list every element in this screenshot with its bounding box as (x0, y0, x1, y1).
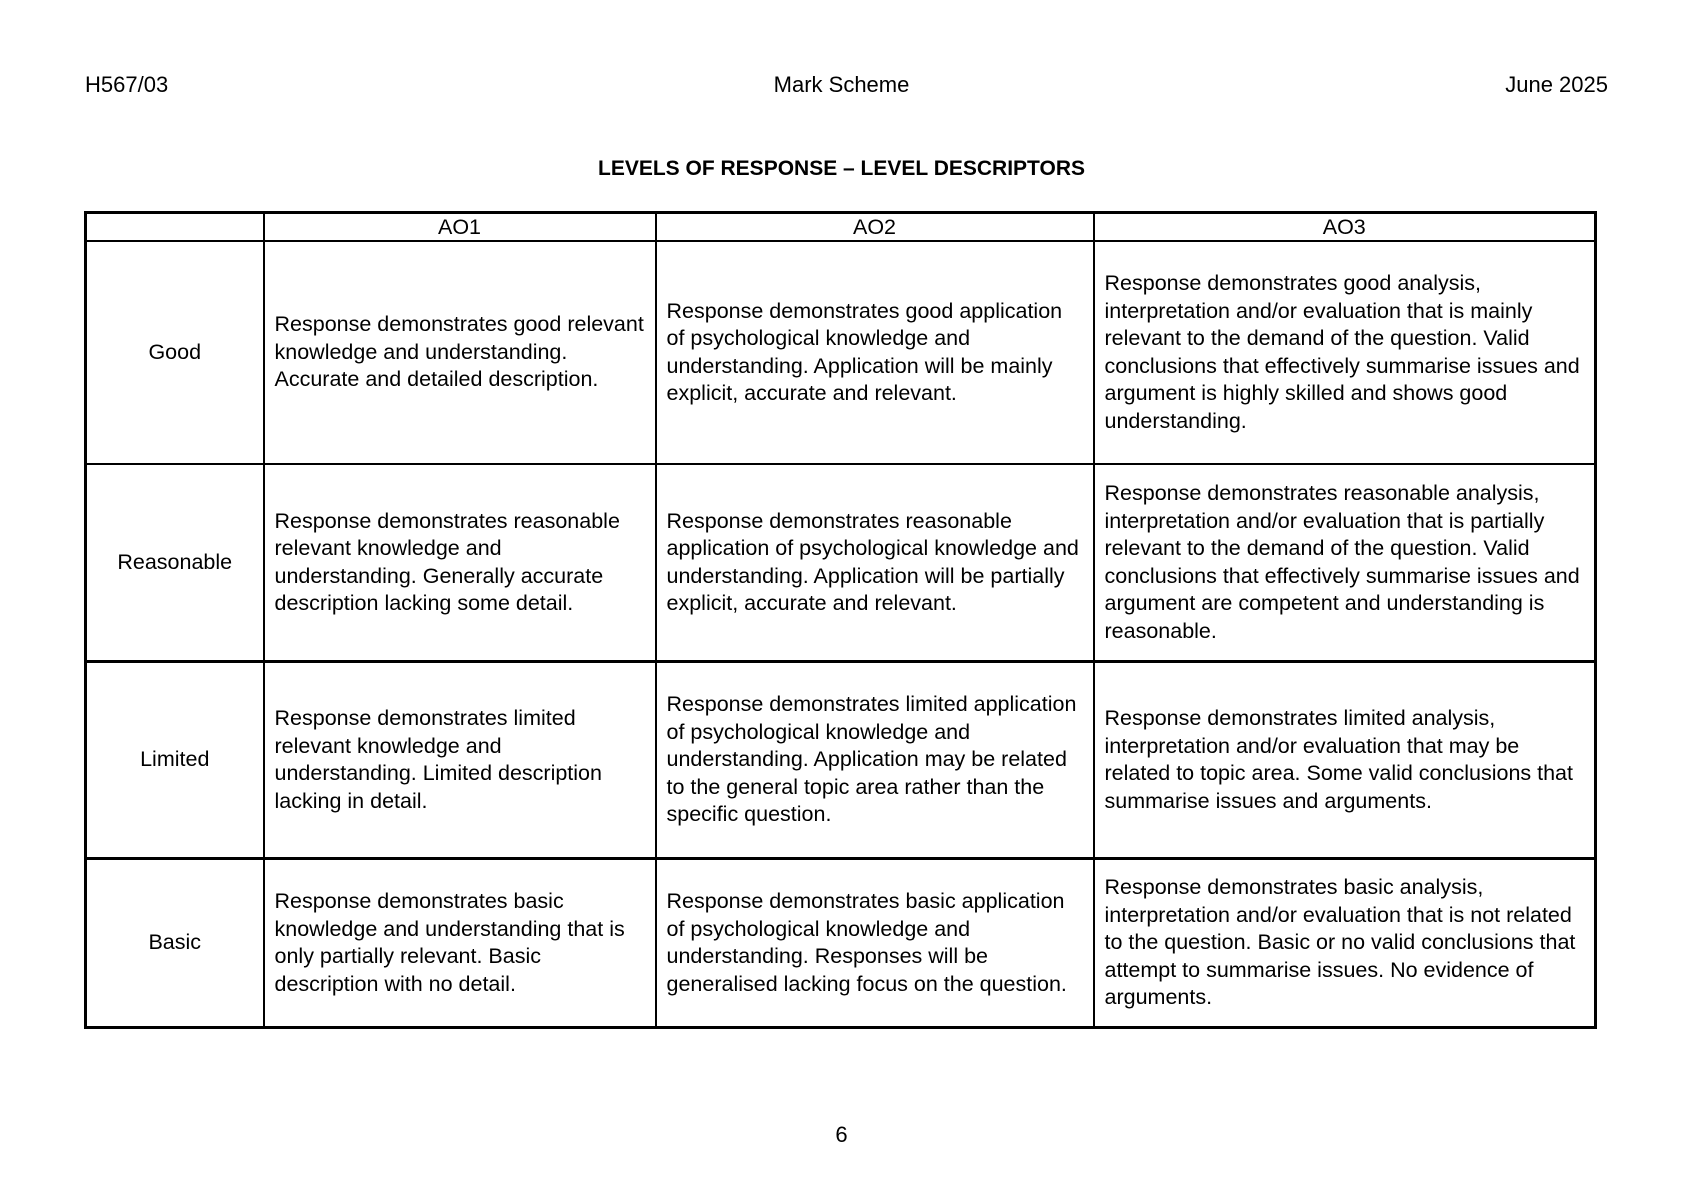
page-title: LEVELS OF RESPONSE – LEVEL DESCRIPTORS (598, 157, 1085, 180)
ao1-descriptor: Response demonstrates limited relevant knowledge and understanding. Limited description lacking in detail. (264, 662, 656, 859)
level-label: Limited (86, 662, 264, 859)
document-type: Mark Scheme (773, 72, 910, 97)
ao2-descriptor: Response demonstrates good application of psychological knowledge and understanding. Application will be mainly explicit, accurate and relevant. (656, 241, 1094, 464)
ao3-descriptor: Response demonstrates good analysis, interpretation and/or evaluation that is mainly relevant to the demand of the question. Valid conclusions that effectively summarise issues and argument is highly skilled and shows good understanding. (1094, 241, 1596, 464)
level-label: Reasonable (86, 464, 264, 662)
column-header-ao1: AO1 (264, 213, 656, 242)
ao2-descriptor: Response demonstrates basic application of psychological knowledge and understanding. Responses will be generalised lacking focus on the question. (656, 859, 1094, 1028)
paper-code: H567/03 (85, 72, 169, 97)
exam-date: June 2025 (1505, 72, 1608, 97)
ao1-descriptor: Response demonstrates good relevant knowledge and understanding. Accurate and detailed description. (264, 241, 656, 464)
column-header-blank (86, 213, 264, 242)
ao1-descriptor: Response demonstrates reasonable relevant knowledge and understanding. Generally accurate description lacking some detail. (264, 464, 656, 662)
ao2-descriptor: Response demonstrates reasonable application of psychological knowledge and understanding. Application will be partially explicit, accurate and relevant. (656, 464, 1094, 662)
table-row (86, 464, 1596, 662)
table-row (86, 859, 1596, 1028)
table-row (86, 241, 1596, 464)
ao2-descriptor: Response demonstrates limited application of psychological knowledge and understanding. Application may be related to the general topic area rather than the specific question. (656, 662, 1094, 859)
ao1-descriptor: Response demonstrates basic knowledge and understanding that is only partially relevant. Basic description with no detail. (264, 859, 656, 1028)
column-header-ao2: AO2 (656, 213, 1094, 242)
ao3-descriptor: Response demonstrates basic analysis, interpretation and/or evaluation that is not related to the question. Basic or no valid conclusions that attempt to summarise issues. No evidence of arguments. (1094, 859, 1596, 1028)
page-number: 6 (835, 1122, 848, 1147)
level-label: Basic (86, 859, 264, 1028)
level-descriptors-table (84, 211, 1597, 1029)
table-row (86, 662, 1596, 859)
level-label: Good (86, 241, 264, 464)
column-header-ao3: AO3 (1094, 213, 1596, 242)
table-header-row (86, 213, 1596, 242)
ao3-descriptor: Response demonstrates limited analysis, interpretation and/or evaluation that may be related to topic area. Some valid conclusions that summarise issues and arguments. (1094, 662, 1596, 859)
ao3-descriptor: Response demonstrates reasonable analysis, interpretation and/or evaluation that is partially relevant to the demand of the question. Valid conclusions that effectively summarise issues and argument are competent and understanding is reasonable. (1094, 464, 1596, 662)
